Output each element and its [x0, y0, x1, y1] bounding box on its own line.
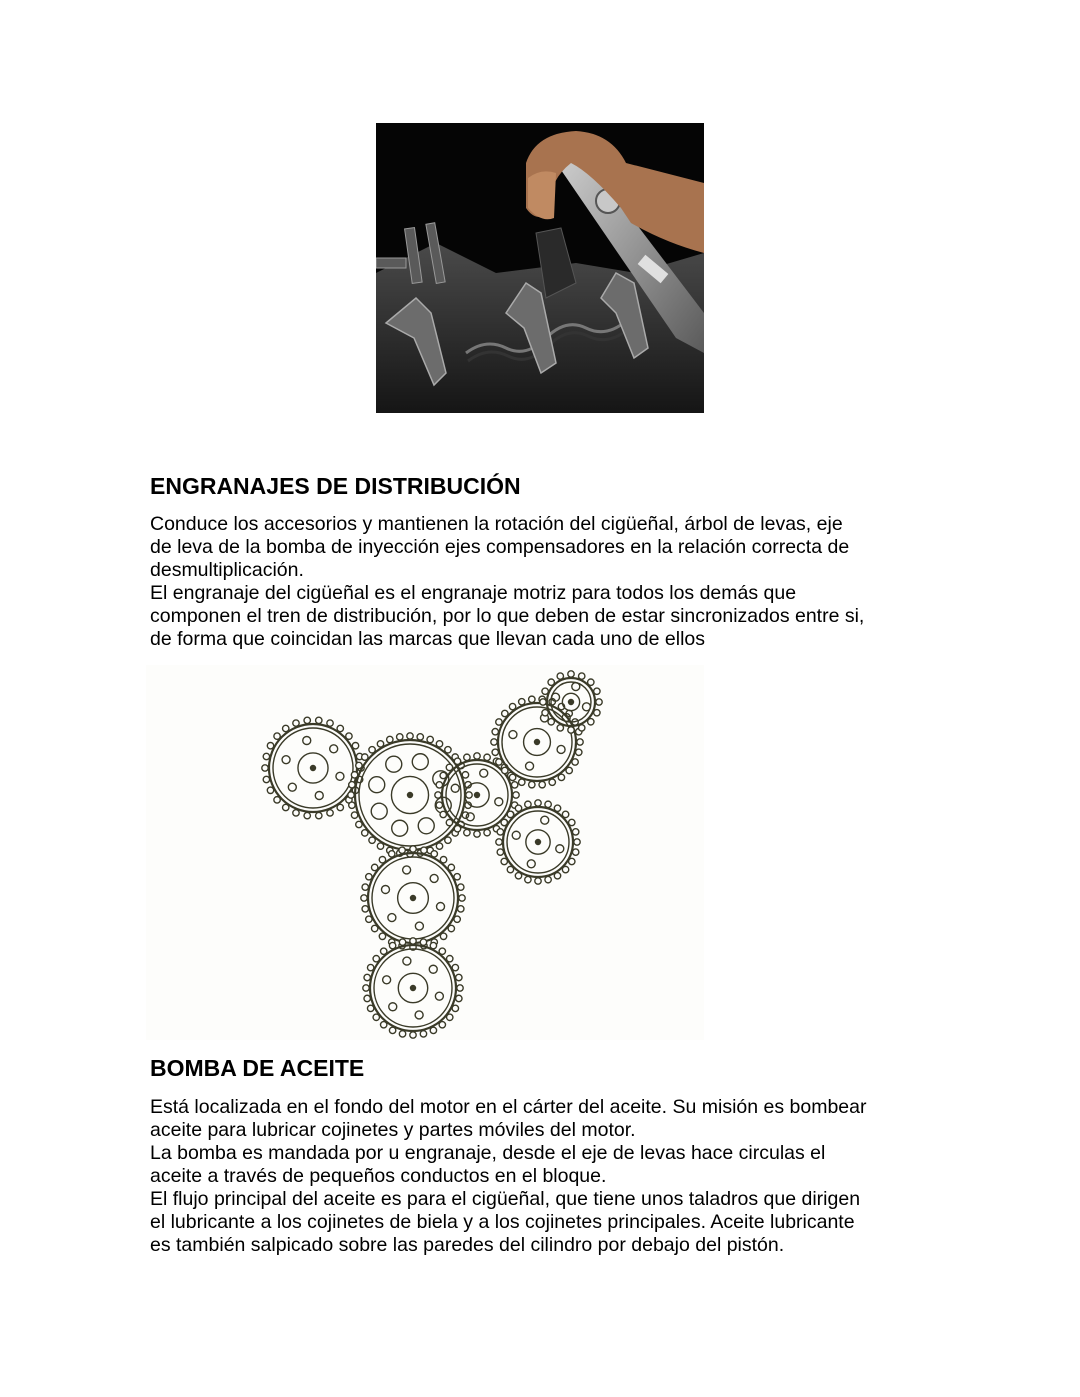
body-line: Conduce los accesorios y mantienen la rotación del cigüeñal, árbol de levas, eje [150, 513, 843, 535]
gear-right [496, 800, 580, 884]
body-line: El flujo principal del aceite es para el cigüeñal, que tiene unos taladros que dirigen [150, 1188, 861, 1210]
body-line: El engranaje del cigüeñal es el engranaje motriz para todos los demás que [150, 582, 797, 604]
gear-lower [361, 846, 465, 950]
body-line: de forma que coincidan las marcas que llevan cada uno de ellos [150, 628, 706, 650]
engine-torque-wrench-photo [376, 123, 704, 413]
body-line: desmultiplicación. [150, 559, 304, 581]
gear-train-illustration [146, 665, 704, 1040]
engine-photo-illustration [376, 123, 704, 413]
body-line: aceite a través de pequeños conductos en el bloque. [150, 1165, 607, 1187]
gear-crank-large [348, 733, 472, 857]
section-heading-engranajes: ENGRANAJES DE DISTRIBUCIÓN [150, 473, 521, 499]
section-body-bomba-aceite [150, 1096, 950, 1257]
gear-bottom [363, 938, 463, 1038]
body-line: componen el tren de distribución, por lo que deben de estar sincronizados entre si, [150, 605, 865, 627]
body-line: Está localizada en el fondo del motor en el cárter del aceite. Su misión es bombear [150, 1096, 867, 1118]
body-line: La bomba es mandada por u engranaje, desde el eje de levas hace circulas el [150, 1142, 826, 1164]
section-body-engranajes [150, 513, 950, 651]
section-heading-bomba-aceite: BOMBA DE ACEITE [150, 1055, 365, 1081]
body-line: es también salpicado sobre las paredes del cilindro por debajo del pistón. [150, 1234, 785, 1256]
body-line: de leva de la bomba de inyección ejes compensadores en la relación correcta de [150, 536, 850, 558]
body-line: aceite para lubricar cojinetes y partes móviles del motor. [150, 1119, 636, 1141]
body-line: el lubricante a los cojinetes de biela y a los cojinetes principales. Aceite lubricante [150, 1211, 855, 1233]
timing-gears-diagram [146, 665, 704, 1040]
